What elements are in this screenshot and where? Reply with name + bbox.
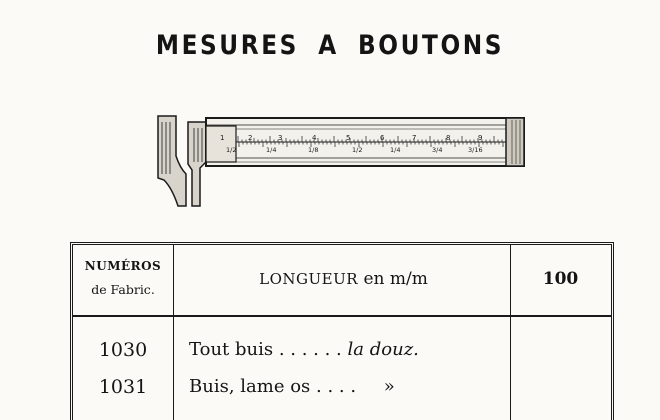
- lower-scale-label: 1/4: [266, 146, 277, 154]
- lower-scale-label: 3/16: [468, 146, 483, 154]
- row-text: Buis, lame os: [189, 376, 311, 397]
- header-unit-label: en m/m: [363, 269, 428, 289]
- lower-scale-label: 3/4: [432, 146, 443, 154]
- lower-scale-label: 1/2: [352, 146, 363, 154]
- row-description: [189, 376, 395, 397]
- row-number: 1031: [98, 376, 148, 398]
- row-dots: . . . . . .: [278, 339, 342, 360]
- upper-scale-label: 5: [346, 134, 351, 142]
- upper-scale-label: 4: [312, 134, 317, 142]
- caliper-illustration: [150, 108, 530, 216]
- header-size: 100: [542, 269, 579, 289]
- upper-scale-label: 7: [412, 134, 417, 142]
- column-divider: [173, 245, 174, 420]
- upper-scale-label: 1: [220, 134, 225, 142]
- upper-scale-label: 2: [248, 134, 253, 142]
- row-price: la douz.: [347, 339, 419, 360]
- row-price: »: [383, 376, 395, 397]
- upper-scale-label: 8: [446, 134, 451, 142]
- row-text: Tout buis: [189, 339, 274, 360]
- price-table: [70, 242, 614, 420]
- header-longueur: [176, 269, 511, 289]
- upper-scale-label: 6: [380, 134, 385, 142]
- header-fabric-label: de Fabric.: [91, 282, 155, 297]
- header-rule: [73, 315, 611, 317]
- header-numeros: [73, 255, 173, 301]
- page-title: MESURES A BOUTONS: [155, 30, 505, 61]
- header-longueur-label: LONGUEUR: [259, 270, 359, 288]
- upper-scale-label: 3: [278, 134, 283, 142]
- lower-scale-label: 1/2: [226, 146, 237, 154]
- row-dots: . . . .: [316, 376, 357, 397]
- row-description: [189, 339, 419, 360]
- caliper-body: [158, 116, 524, 206]
- header-numeros-label: NUMÉROS: [84, 259, 162, 273]
- lower-scale-label: 1/4: [390, 146, 401, 154]
- row-number: 1030: [98, 339, 148, 361]
- lower-scale-label: 1/8: [308, 146, 319, 154]
- upper-scale-label: 9: [478, 134, 483, 142]
